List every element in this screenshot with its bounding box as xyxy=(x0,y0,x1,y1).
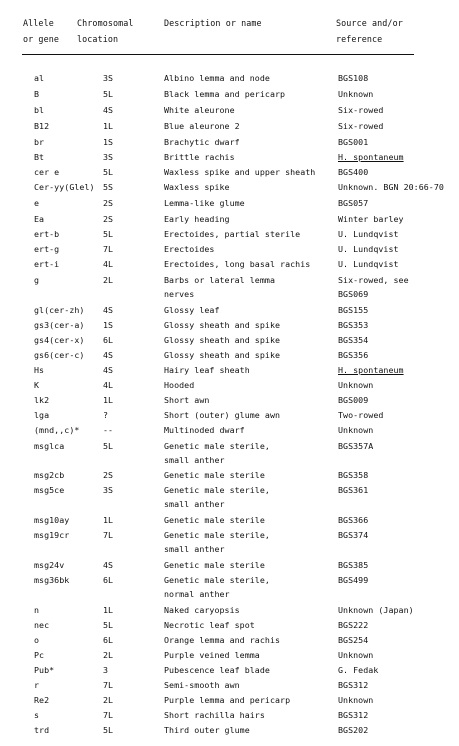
table-row xyxy=(0,379,459,392)
location-cell: ? xyxy=(103,410,109,420)
table-row xyxy=(0,197,459,210)
table-row xyxy=(0,604,459,617)
allele-cell: Hs xyxy=(34,365,45,375)
allele-cell: gl(cer-zh) xyxy=(34,305,85,315)
source-cell: Unknown. BGN 20:66-70 xyxy=(338,182,444,192)
allele-cell: msg5ce xyxy=(34,485,65,495)
allele-cell: Cer-yy(Glel) xyxy=(34,182,95,192)
source-cell: BGS499 xyxy=(338,575,369,585)
source-cell: BGS354 xyxy=(338,335,369,345)
source-cell: BGS312 xyxy=(338,680,369,690)
location-cell: 2L xyxy=(103,695,114,705)
source-cell: BGS357A xyxy=(338,441,374,451)
location-cell: 5L xyxy=(103,229,114,239)
location-cell: 6L xyxy=(103,575,114,585)
table-row xyxy=(0,243,459,256)
allele-cell: B12 xyxy=(34,121,50,131)
source-cell: Unknown xyxy=(338,650,374,660)
description-cell: Purple lemma and pericarp xyxy=(164,695,291,705)
allele-cell: trd xyxy=(34,725,50,735)
source-cell: BGS353 xyxy=(338,320,369,330)
description-cell: Orange lemma and rachis xyxy=(164,635,281,645)
description-cell: Third outer glume xyxy=(164,725,250,735)
table-row xyxy=(0,709,459,722)
location-cell: 1S xyxy=(103,320,114,330)
table-row xyxy=(0,349,459,362)
description-cell: Glossy sheath and spike xyxy=(164,335,281,345)
location-cell: 5L xyxy=(103,441,114,451)
allele-cell: al xyxy=(34,73,45,83)
table-row xyxy=(0,104,459,117)
description-cell: Pubescence leaf blade xyxy=(164,665,270,675)
description-cell: Semi-smooth awn xyxy=(164,680,240,690)
location-cell: 5L xyxy=(103,89,114,99)
source-cell: BGS155 xyxy=(338,305,369,315)
table-row xyxy=(0,498,459,511)
allele-cell: br xyxy=(34,137,45,147)
table-row xyxy=(0,181,459,194)
header-allele: Allele or gene xyxy=(23,18,59,44)
description-cell: Blue aleurone 2 xyxy=(164,121,240,131)
source-cell: BGS358 xyxy=(338,470,369,480)
allele-cell: Pub* xyxy=(34,665,55,675)
source-cell: BGS374 xyxy=(338,530,369,540)
source-cell: Unknown xyxy=(338,380,374,390)
table-row xyxy=(0,440,459,453)
location-cell: 4S xyxy=(103,305,114,315)
source-cell: BGS009 xyxy=(338,395,369,405)
location-cell: 2S xyxy=(103,470,114,480)
allele-cell: e xyxy=(34,198,40,208)
allele-cell: ert-g xyxy=(34,244,60,254)
description-cell: Glossy sheath and spike xyxy=(164,350,281,360)
location-cell: 3S xyxy=(103,73,114,83)
description-cell: White aleurone xyxy=(164,105,235,115)
description-cell: nerves xyxy=(164,289,195,299)
source-cell: BGS385 xyxy=(338,560,369,570)
source-cell: Unknown xyxy=(338,425,374,435)
allele-cell: lga xyxy=(34,410,50,420)
table-row xyxy=(0,166,459,179)
location-cell: 2L xyxy=(103,275,114,285)
description-cell: Early heading xyxy=(164,214,230,224)
description-cell: Glossy leaf xyxy=(164,305,220,315)
allele-cell: ert-b xyxy=(34,229,60,239)
source-cell: BGS069 xyxy=(338,289,369,299)
table-row xyxy=(0,304,459,317)
table-row xyxy=(0,588,459,601)
table-row xyxy=(0,136,459,149)
location-cell: 2L xyxy=(103,650,114,660)
source-cell: BGS361 xyxy=(338,485,369,495)
table-row xyxy=(0,258,459,271)
source-cell: BGS312 xyxy=(338,710,369,720)
description-cell: Albino lemma and node xyxy=(164,73,270,83)
description-cell: Short (outer) glume awn xyxy=(164,410,281,420)
table-row xyxy=(0,484,459,497)
location-cell: 3 xyxy=(103,665,109,675)
allele-cell: g xyxy=(34,275,40,285)
header-description: Description or name xyxy=(164,18,262,28)
description-cell: Waxless spike xyxy=(164,182,230,192)
table-row xyxy=(0,409,459,422)
table-row xyxy=(0,394,459,407)
source-cell: Unknown xyxy=(338,695,374,705)
description-cell: Black lemma and pericarp xyxy=(164,89,286,99)
description-cell: Genetic male sterile xyxy=(164,560,265,570)
source-cell: G. Fedak xyxy=(338,665,379,675)
location-cell: 7L xyxy=(103,710,114,720)
allele-cell: gs3(cer-a) xyxy=(34,320,85,330)
location-cell: 6L xyxy=(103,635,114,645)
allele-cell: ert-i xyxy=(34,259,60,269)
table-row xyxy=(0,694,459,707)
table-row xyxy=(0,664,459,677)
location-cell: 3S xyxy=(103,152,114,162)
allele-cell: s xyxy=(34,710,40,720)
description-cell: small anther xyxy=(164,499,225,509)
description-cell: Genetic male sterile, xyxy=(164,530,270,540)
source-cell: U. Lundqvist xyxy=(338,259,399,269)
allele-cell: msg10ay xyxy=(34,515,70,525)
table-row xyxy=(0,454,459,467)
table-row xyxy=(0,529,459,542)
table-row xyxy=(0,634,459,647)
allele-cell: msglca xyxy=(34,441,65,451)
description-cell: normal anther xyxy=(164,589,230,599)
source-cell: U. Lundqvist xyxy=(338,244,399,254)
source-cell: BGS400 xyxy=(338,167,369,177)
description-cell: Barbs or lateral lemma xyxy=(164,275,275,285)
source-cell: Six-rowed xyxy=(338,121,384,131)
allele-cell: lk2 xyxy=(34,395,50,405)
description-cell: Purple veined lemma xyxy=(164,650,260,660)
table-row xyxy=(0,319,459,332)
allele-cell: Ea xyxy=(34,214,45,224)
location-cell: -- xyxy=(103,425,114,435)
allele-cell: msg24v xyxy=(34,560,65,570)
allele-cell: Pc xyxy=(34,650,45,660)
allele-cell: bl xyxy=(34,105,45,115)
description-cell: small anther xyxy=(164,544,225,554)
description-cell: Lemma-like glume xyxy=(164,198,245,208)
description-cell: Hooded xyxy=(164,380,195,390)
location-cell: 1L xyxy=(103,121,114,131)
source-cell: H. spontaneum xyxy=(338,152,404,162)
table-row xyxy=(0,724,459,737)
location-cell: 4L xyxy=(103,380,114,390)
source-cell: Unknown (Japan) xyxy=(338,605,414,615)
description-cell: Necrotic leaf spot xyxy=(164,620,255,630)
table-row xyxy=(0,514,459,527)
source-cell: U. Lundqvist xyxy=(338,229,399,239)
location-cell: 7L xyxy=(103,244,114,254)
source-cell: Two-rowed xyxy=(338,410,384,420)
table-row xyxy=(0,228,459,241)
source-cell: BGS202 xyxy=(338,725,369,735)
table-row xyxy=(0,543,459,556)
location-cell: 6L xyxy=(103,335,114,345)
allele-cell: msg19cr xyxy=(34,530,70,540)
location-cell: 5S xyxy=(103,182,114,192)
description-cell: Erectoides, partial sterile xyxy=(164,229,301,239)
table-row xyxy=(0,334,459,347)
description-cell: Erectoides, long basal rachis xyxy=(164,259,311,269)
source-cell: Unknown xyxy=(338,89,374,99)
table-row xyxy=(0,151,459,164)
description-cell: Brachytic dwarf xyxy=(164,137,240,147)
location-cell: 1L xyxy=(103,515,114,525)
description-cell: small anther xyxy=(164,455,225,465)
allele-cell: n xyxy=(34,605,40,615)
table-row xyxy=(0,559,459,572)
allele-cell: Re2 xyxy=(34,695,50,705)
allele-cell: B xyxy=(34,89,40,99)
header-location: Chromosomal location xyxy=(77,18,134,44)
allele-cell: r xyxy=(34,680,40,690)
source-cell: BGS254 xyxy=(338,635,369,645)
table-row xyxy=(0,619,459,632)
description-cell: Waxless spike and upper sheath xyxy=(164,167,316,177)
allele-cell: o xyxy=(34,635,40,645)
location-cell: 4S xyxy=(103,560,114,570)
allele-cell: (mnd,,c)* xyxy=(34,425,80,435)
source-cell: BGS001 xyxy=(338,137,369,147)
allele-cell: gs6(cer-c) xyxy=(34,350,85,360)
location-cell: 4S xyxy=(103,365,114,375)
description-cell: Genetic male sterile xyxy=(164,515,265,525)
table-row xyxy=(0,649,459,662)
header-source: Source and/or reference xyxy=(336,18,403,44)
table-row xyxy=(0,469,459,482)
location-cell: 4S xyxy=(103,350,114,360)
description-cell: Glossy sheath and spike xyxy=(164,320,281,330)
header-rule xyxy=(22,54,414,55)
description-cell: Brittle rachis xyxy=(164,152,235,162)
source-cell: Winter barley xyxy=(338,214,404,224)
table-row xyxy=(0,213,459,226)
location-cell: 1L xyxy=(103,395,114,405)
description-cell: Hairy leaf sheath xyxy=(164,365,250,375)
allele-cell: gs4(cer-x) xyxy=(34,335,85,345)
allele-cell: K xyxy=(34,380,40,390)
description-cell: Multinoded dwarf xyxy=(164,425,245,435)
description-cell: Genetic male sterile, xyxy=(164,575,270,585)
location-cell: 1S xyxy=(103,137,114,147)
table-row xyxy=(0,72,459,85)
location-cell: 1L xyxy=(103,605,114,615)
source-cell: BGS366 xyxy=(338,515,369,525)
location-cell: 7L xyxy=(103,530,114,540)
table-row xyxy=(0,288,459,301)
location-cell: 4S xyxy=(103,105,114,115)
location-cell: 2S xyxy=(103,214,114,224)
location-cell: 5L xyxy=(103,620,114,630)
allele-cell: nec xyxy=(34,620,50,630)
table-row xyxy=(0,88,459,101)
table-row xyxy=(0,274,459,287)
location-cell: 5L xyxy=(103,167,114,177)
description-cell: Short rachilla hairs xyxy=(164,710,265,720)
source-cell: BGS356 xyxy=(338,350,369,360)
location-cell: 4L xyxy=(103,259,114,269)
source-cell: BGS057 xyxy=(338,198,369,208)
location-cell: 7L xyxy=(103,680,114,690)
description-cell: Naked caryopsis xyxy=(164,605,240,615)
table-row xyxy=(0,364,459,377)
source-cell: BGS108 xyxy=(338,73,369,83)
table-row xyxy=(0,574,459,587)
allele-cell: msg36bk xyxy=(34,575,70,585)
allele-cell: msg2cb xyxy=(34,470,65,480)
location-cell: 2S xyxy=(103,198,114,208)
table-row xyxy=(0,120,459,133)
source-cell: Six-rowed xyxy=(338,105,384,115)
allele-cell: cer e xyxy=(34,167,60,177)
source-cell: H. spontaneum xyxy=(338,365,404,375)
location-cell: 3S xyxy=(103,485,114,495)
description-cell: Genetic male sterile, xyxy=(164,485,270,495)
source-cell: BGS222 xyxy=(338,620,369,630)
description-cell: Genetic male sterile xyxy=(164,470,265,480)
location-cell: 5L xyxy=(103,725,114,735)
allele-cell: Bt xyxy=(34,152,45,162)
description-cell: Erectoides xyxy=(164,244,215,254)
table-row xyxy=(0,679,459,692)
table-row xyxy=(0,424,459,437)
description-cell: Short awn xyxy=(164,395,210,405)
description-cell: Genetic male sterile, xyxy=(164,441,270,451)
source-cell: Six-rowed, see xyxy=(338,275,409,285)
